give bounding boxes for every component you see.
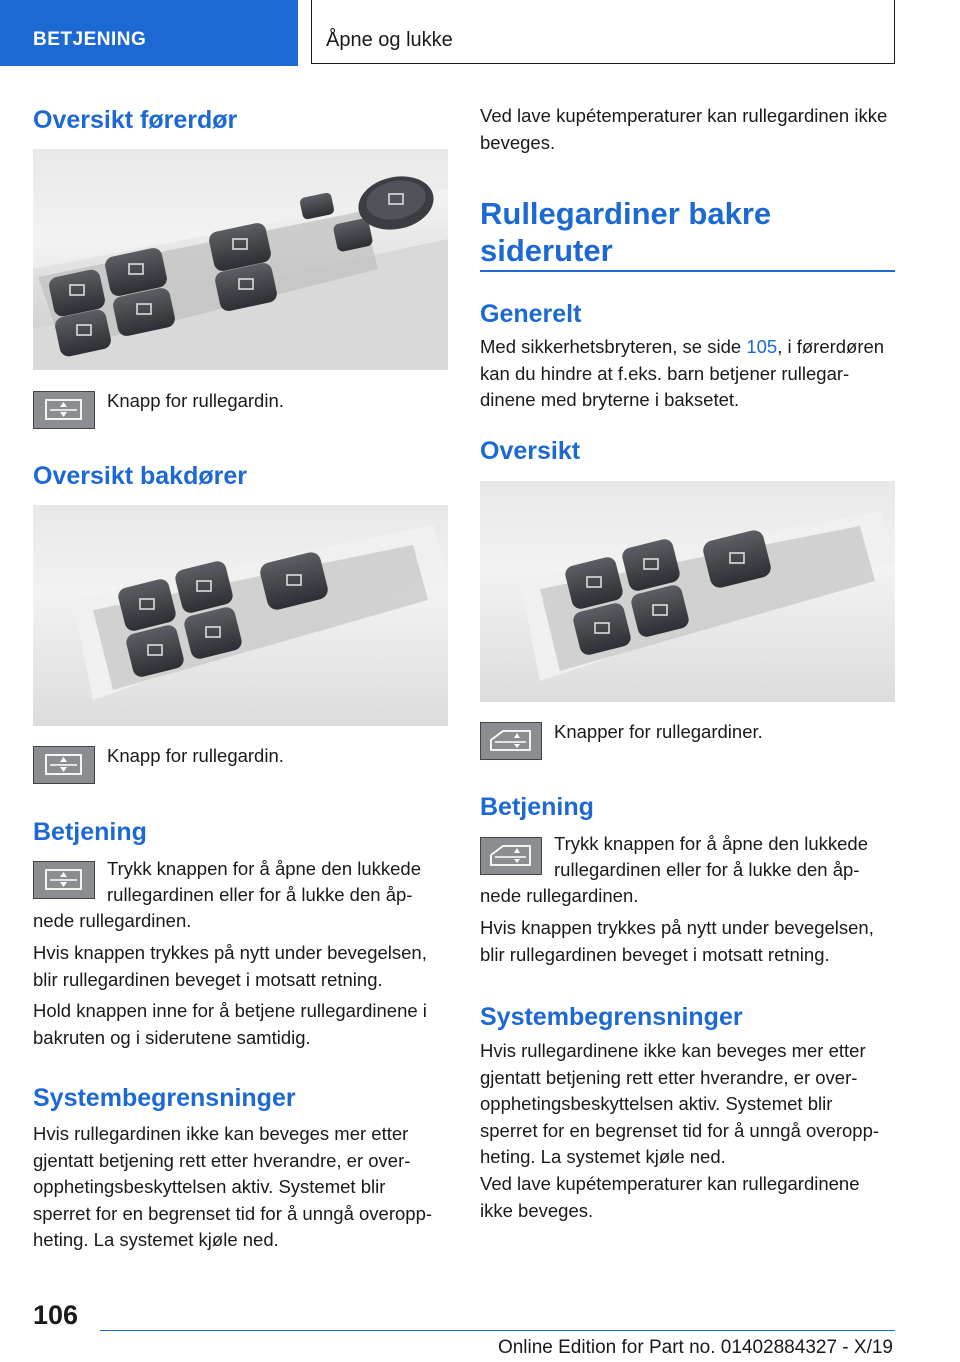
operation-left-line3: nede rullegardinen. [33,910,192,931]
section-title: Åpne og lukke [311,0,895,64]
rear-seat-switches-photo [480,481,895,702]
general-text [480,334,895,414]
heading-driver-door-overview: Oversikt førerdør [33,106,238,134]
rear-seat-switches-illustration [480,481,895,702]
operation-right-line2: rullegardinen eller for å lukke den åp- [554,859,860,880]
rear-window-blind-icon [33,746,95,784]
operation-left-line2: rullegardinen eller for å lukke den åp- [107,884,413,905]
driver-door-switches-illustration [33,149,448,370]
caption-driver-door: Knapp for rullegardin. [107,390,284,411]
heading-rear-doors-overview: Oversikt bakdører [33,462,247,490]
heading-rear-side-blinds: Rullegardiner bakre sideruter [480,196,772,268]
heading-operation-right: Betjening [480,793,594,821]
caption-overview: Knapper for rullegardiner. [554,721,763,742]
cold-temperature-text: Ved lave kupétemperaturer kan rullegardinene ikke beveges. [480,1173,860,1221]
heading-overview: Oversikt [480,437,581,465]
heading-operation-left: Betjening [33,818,147,846]
heading-system-limits-left: Systembegrensninger [33,1084,296,1112]
operation-left-line1: Trykk knappen for å åpne den lukkede [107,858,422,879]
heading-rule [480,270,895,272]
general-text-before: Med sikkerhetsbryteren, se side [480,336,747,357]
system-limits-left-text: Hvis rullegardinen ikke kan beveges mer etter gjentatt betjening rett etter hverandre, er overopphetingsbeskyttelsen aktiv. Systemet blir sperret for en begrenset tid for å unngå overoppheting. La systemet kjøle ned. [33,1123,433,1250]
continued-cold-text: Ved lave kupétemperaturer kan rullegardinen ikke beveges. [480,105,888,153]
heading-system-limits-right: Systembegrensninger [480,1003,743,1031]
edition-note: Online Edition for Part no. 01402884327 - X/19 [497,1337,893,1358]
operation-right-line3: nede rullegardinen. [480,885,639,906]
caption-rear-doors: Knapp for rullegardin. [107,745,284,766]
side-window-blind-icon [480,722,542,760]
heading-general: Generelt [480,300,582,328]
system-limits-right-text: Hvis rullegardinene ikke kan beveges mer etter gjentatt betjening rett etter hverandre, er overopphetingsbeskyttelsen aktiv. Systemet blir sperret for en begrenset tid for å unngå overoppheting. La systemet kjøle ned. [480,1040,880,1167]
page-header [0,0,960,66]
driver-door-switches-photo [33,149,448,370]
rear-window-blind-icon [33,861,95,899]
page-reference-link[interactable]: 105 [746,336,778,357]
side-window-blind-icon [480,837,542,875]
rear-door-switches-illustration [33,505,448,726]
general-text-after: , i førerdøren kan du hindre at f.eks. barn betjener rullegardinene med bryterne i baksetet. [480,336,885,410]
operation-left-para2: Hvis knappen trykkes på nytt under bevegelsen, blir rullegardinen beveget i motsatt retning. [33,942,427,990]
footer-rule [100,1330,895,1331]
rear-window-blind-icon [33,391,95,429]
operation-left-para3: Hold knappen inne for å betjene rullegardinene i bakruten og i siderutene samtidig. [33,1000,427,1048]
operation-right-para2: Hvis knappen trykkes på nytt under bevegelsen, blir rullegardinen beveget i motsatt retning. [480,917,874,965]
rear-door-switches-photo [33,505,448,726]
operation-right-line1: Trykk knappen for å åpne den lukkede [554,833,869,854]
page-number: 106 [33,1300,79,1330]
chapter-tab: BETJENING [0,0,298,66]
